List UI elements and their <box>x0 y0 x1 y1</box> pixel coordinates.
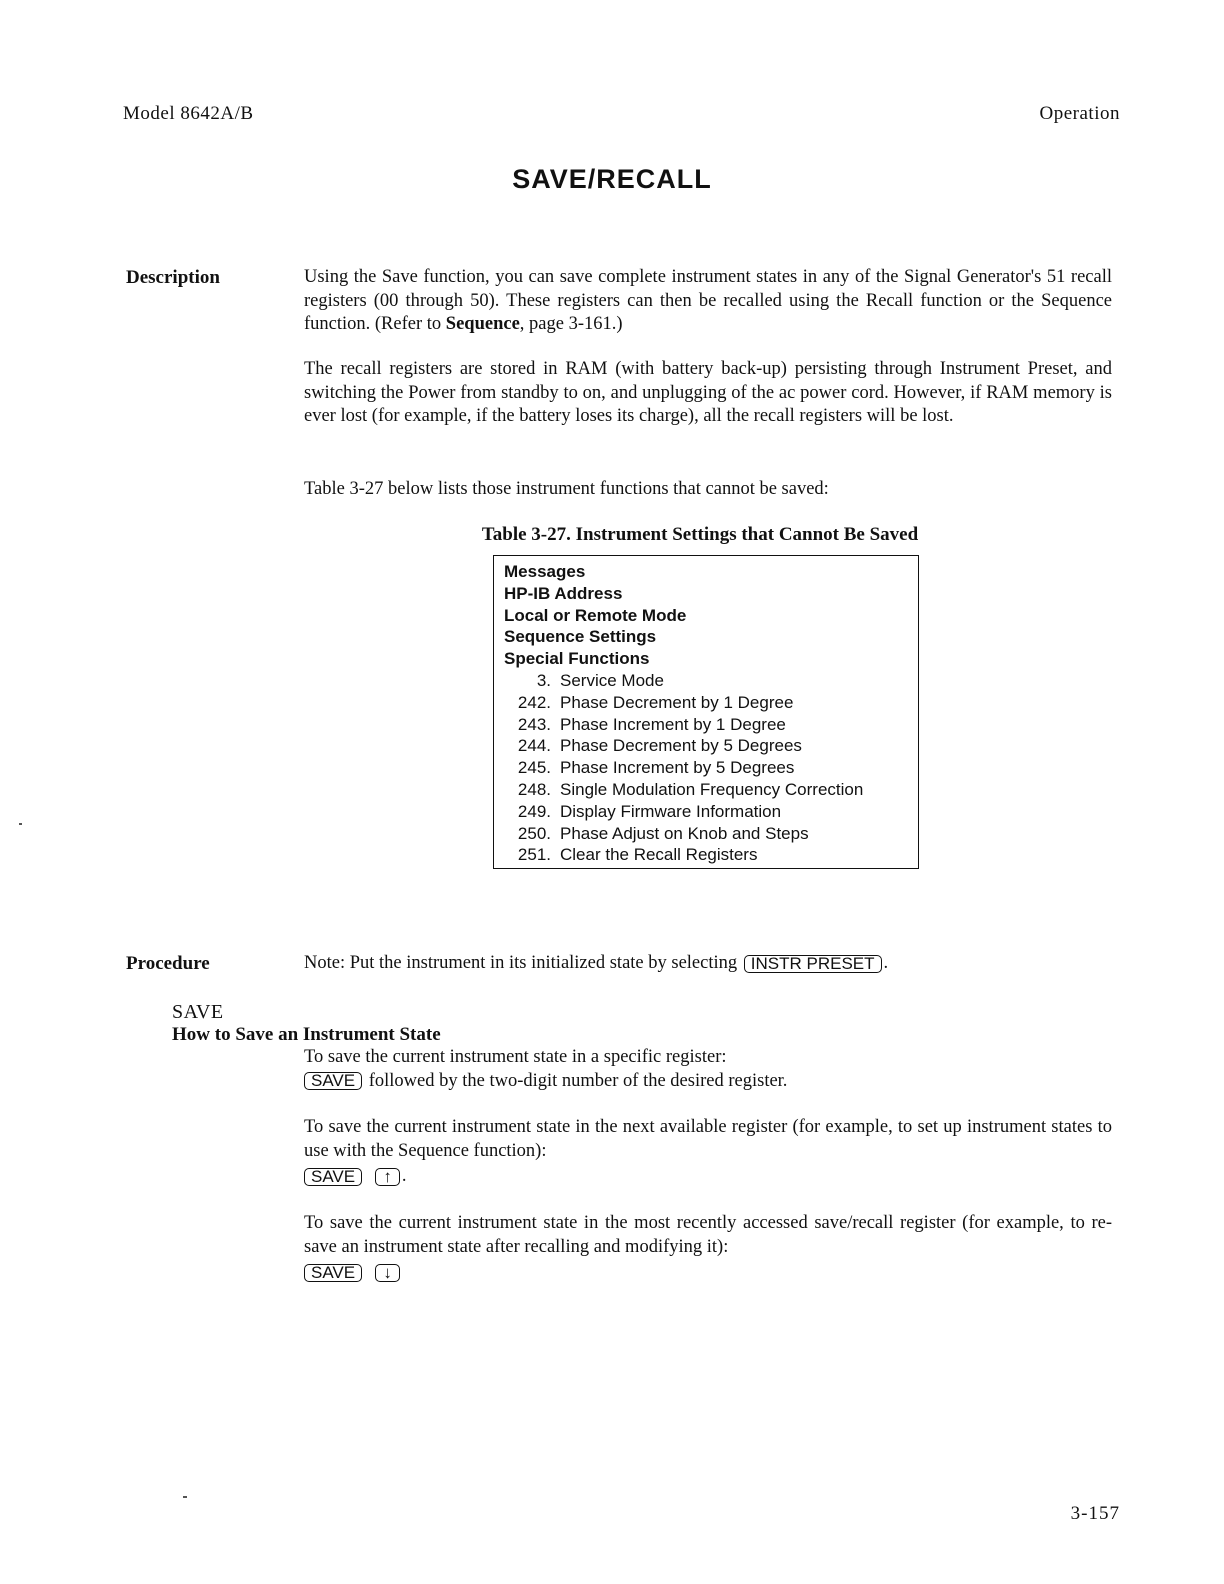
item-number: 242. <box>517 692 551 712</box>
table-row: Sequence Settings <box>504 627 657 647</box>
p1-text-end: , page 3-161.) <box>519 314 623 334</box>
step-3 <box>304 1212 1112 1285</box>
step-2-text: To save the current instrument state in the next available register (for example, to set up instrument states to use with the Sequence function): <box>304 1117 1112 1161</box>
settings-table <box>493 555 919 869</box>
howto-heading: How to Save an Instrument State <box>172 1024 441 1045</box>
item-number: 3. <box>536 670 551 690</box>
model-header: Model 8642A/B <box>123 103 254 124</box>
save-key: SAVE <box>304 1264 362 1282</box>
item-number: 249. <box>517 801 551 821</box>
step-1-text: To save the current instrument state in a specific register: <box>304 1047 727 1067</box>
item-text: Phase Decrement by 5 Degrees <box>560 736 802 756</box>
table-row <box>504 801 918 823</box>
table-row <box>504 735 918 757</box>
item-text: Service Mode <box>560 670 664 690</box>
item-text: Clear the Recall Registers <box>560 845 758 865</box>
item-number: 250. <box>517 823 551 843</box>
table-row: Messages <box>504 562 586 581</box>
save-key: SAVE <box>304 1072 362 1090</box>
description-label: Description <box>126 267 220 288</box>
step-2-end: . <box>401 1166 407 1186</box>
scan-speck <box>19 823 22 825</box>
table-row <box>504 844 918 866</box>
item-text: Phase Decrement by 1 Degree <box>560 692 794 712</box>
table-row <box>504 757 918 779</box>
description-paragraph-2 <box>304 358 1112 429</box>
page-title: SAVE/RECALL <box>512 164 712 194</box>
procedure-label: Procedure <box>126 953 210 974</box>
procedure-note <box>304 952 1124 976</box>
scan-speck <box>183 1496 187 1498</box>
item-text: Display Firmware Information <box>560 801 782 821</box>
item-text: Phase Increment by 1 Degree <box>560 714 786 734</box>
table-row: Local or Remote Mode <box>504 605 687 625</box>
step-1 <box>304 1046 1112 1093</box>
step-3-text: To save the current instrument state in the most recently accessed save/recall register (for example, to re-save an instrument state after recalling and modifying it): <box>304 1213 1112 1257</box>
description-paragraph-3 <box>304 478 1112 502</box>
item-number: 244. <box>517 736 551 756</box>
table-row <box>504 714 918 736</box>
save-key: SAVE <box>304 1168 362 1186</box>
item-text: Single Modulation Frequency Correction <box>560 779 864 799</box>
down-arrow-key: ↓ <box>375 1264 400 1282</box>
table-row: Special Functions <box>504 649 650 669</box>
table-row: HP-IB Address <box>504 583 623 603</box>
sequence-reference: Sequence <box>445 314 520 334</box>
item-number: 248. <box>517 779 551 799</box>
p3-text: Table 3-27 below lists those instrument functions that cannot be saved: <box>304 479 829 499</box>
item-number: 251. <box>517 845 551 865</box>
up-arrow-key: ↑ <box>375 1168 400 1186</box>
description-paragraph-1 <box>304 266 1112 337</box>
table-row <box>504 692 918 714</box>
section-header: Operation <box>1039 103 1120 124</box>
item-number: 245. <box>517 758 551 778</box>
p2-text: The recall registers are stored in RAM (with battery back-up) persisting through Instrument Preset, and switching the Power from standby to on, and unplugging of the ac power cord. However, if RAM memory is ever lost (for example, if the battery loses its charge), all the recall registers will be lost. <box>304 359 1112 426</box>
item-number: 243. <box>517 714 551 734</box>
page-number: 3-157 <box>1070 1503 1120 1524</box>
note-text: Note: Put the instrument in its initialized state by selecting <box>304 953 738 973</box>
table-row <box>504 823 918 845</box>
item-text: Phase Increment by 5 Degrees <box>560 758 795 778</box>
p1-text: Using the Save function, you can save complete instrument states in any of the Signal Generator's 51 recall registers (00 through 50). These registers can then be recalled using the Recall function or the Sequence function. (Refer to <box>304 267 1112 334</box>
item-text: Phase Adjust on Knob and Steps <box>560 823 809 843</box>
table-row <box>504 779 918 801</box>
step-1-text-2: followed by the two-digit number of the desired register. <box>368 1070 788 1091</box>
step-2 <box>304 1116 1112 1189</box>
note-end: . <box>883 953 889 973</box>
instr-preset-key: INSTR PRESET <box>744 955 882 973</box>
table-caption: Table 3-27. Instrument Settings that Cannot Be Saved <box>481 524 919 545</box>
save-heading: SAVE <box>172 1001 224 1023</box>
table-row <box>504 670 918 692</box>
